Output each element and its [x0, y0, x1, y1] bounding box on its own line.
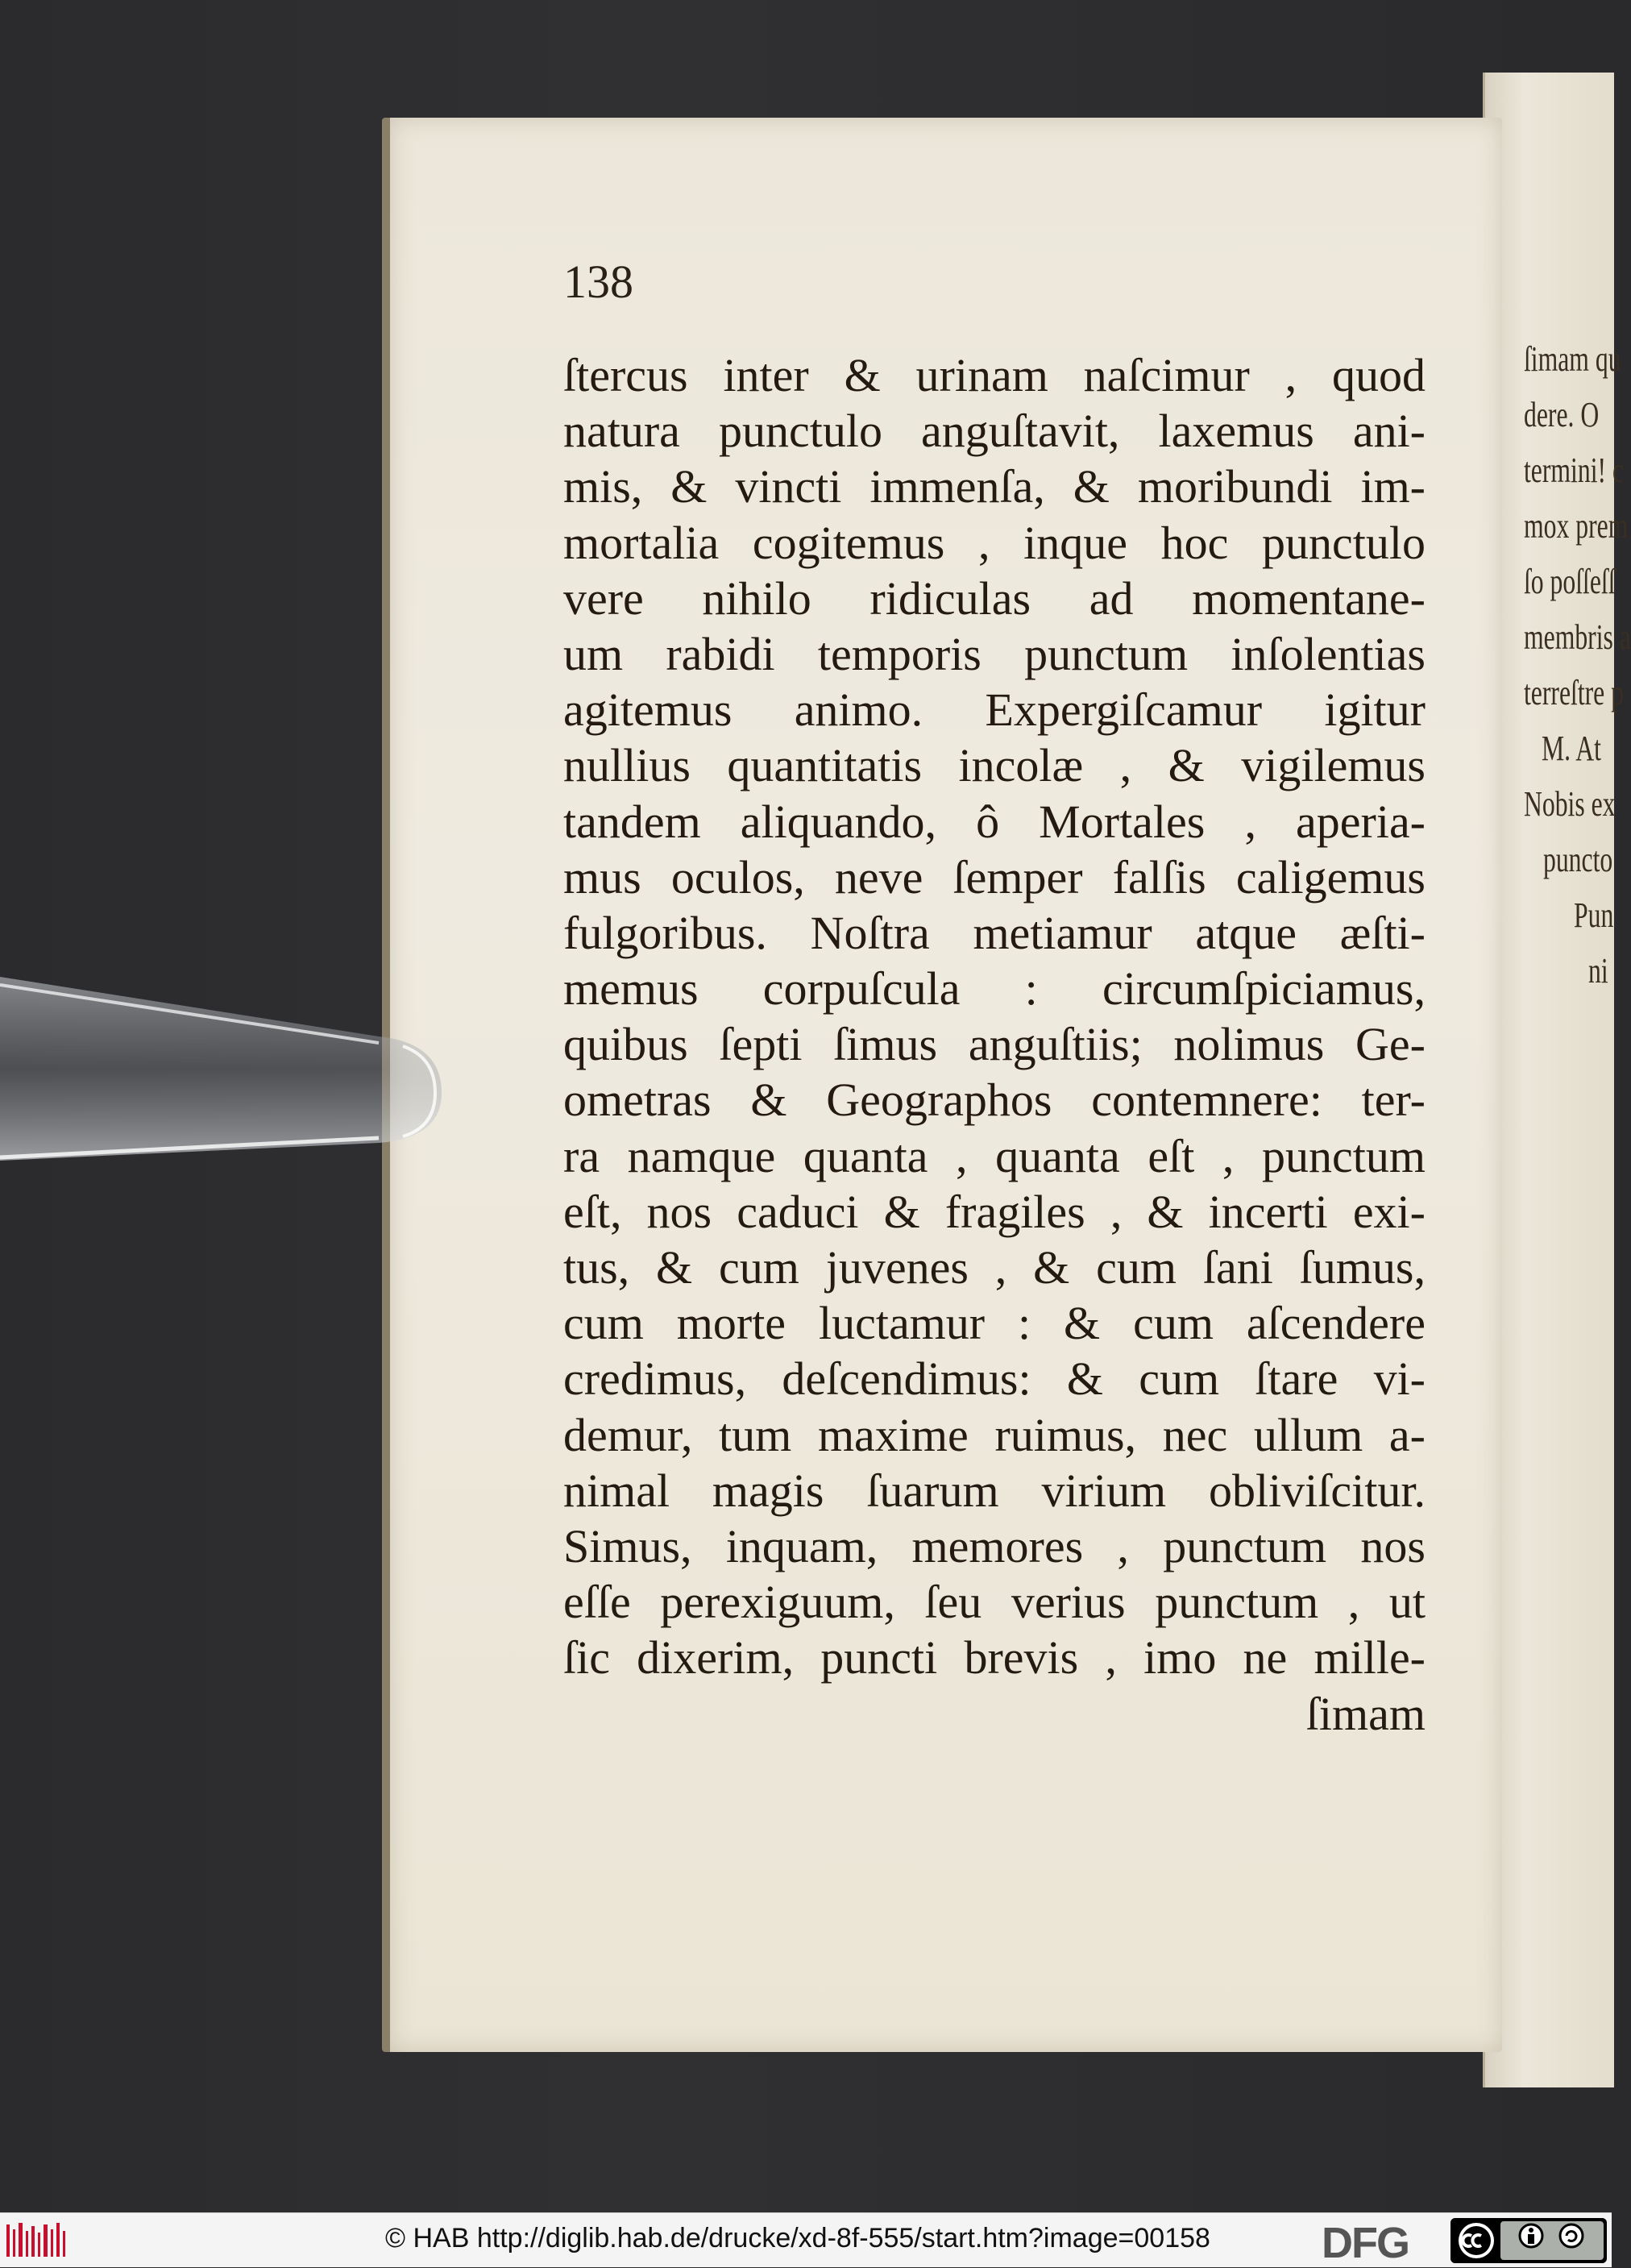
facing-page-line: termini! c — [1524, 451, 1625, 490]
facing-page-line: puncto — [1543, 840, 1613, 879]
text-line: cum morte luctamur : & cum aſcendere — [563, 1297, 1426, 1350]
text-line: nullius quantitatis incolæ , & vigilemus — [563, 739, 1426, 792]
facing-page — [1483, 73, 1631, 2087]
text-line: memus corpuſcula : circumſpiciamus, — [563, 962, 1426, 1016]
text-line: vere nihilo ridiculas ad momentane- — [563, 571, 1426, 625]
text-line: tus, & cum juvenes , & cum ſani ſumus, — [563, 1241, 1426, 1294]
text-line: demur, tum maxime ruimus, nec ullum a- — [563, 1408, 1426, 1461]
facing-page-line: dere. O — [1524, 395, 1600, 434]
cc-by-sa-license-icon[interactable] — [1450, 2218, 1607, 2263]
facing-page-line: membris a — [1524, 617, 1631, 657]
text-line: quibus ſepti ſimus anguſtiis; nolimus Ge- — [563, 1018, 1426, 1071]
facing-page-line: M. At — [1542, 729, 1601, 768]
text-line: natura punctulo anguſtavit, laxemus ani- — [563, 405, 1426, 458]
text-line: agitemus animo. Expergiſcamur igitur — [563, 683, 1426, 737]
text-line: ſtercus inter & urinam naſcimur , quod — [563, 349, 1426, 401]
page-text — [563, 347, 1426, 1742]
footer-bar — [0, 2212, 1612, 2267]
catchword: ſimam — [1305, 1687, 1426, 1740]
text-line: um rabidi temporis punctum inſolentias — [563, 627, 1426, 680]
text-line: eſſe perexiguum, ſeu verius punctum , ut — [563, 1576, 1426, 1629]
facing-page-line: mox prem — [1524, 506, 1629, 546]
facing-page-line: Pun — [1574, 895, 1614, 935]
text-line: mis, & vincti immenſa, & moribundi im- — [563, 460, 1426, 513]
text-line: nimal magis ſuarum virium obliviſcitur. — [563, 1464, 1426, 1517]
facing-page-line: ſimam qu — [1524, 339, 1621, 379]
page-holder-spatula-icon — [0, 977, 443, 1161]
facing-page-line: terreſtre p — [1524, 673, 1624, 712]
text-line: ometras & Geographos contemnere: ter- — [563, 1074, 1426, 1127]
facing-page-line: ſo poſſeſſ — [1524, 562, 1616, 601]
facing-page-line: ni — [1588, 951, 1608, 991]
page-number: 138 — [563, 255, 633, 308]
dfg-logo: DFG — [1322, 2219, 1409, 2267]
copyright-url[interactable]: © HAB http://diglib.hab.de/drucke/xd-8f-555/start.htm?image=00158 — [385, 2223, 1210, 2253]
text-line: tandem aliquando, ô Mortales , aperia- — [563, 795, 1426, 848]
text-line: ra namque quanta , quanta eſt , punctum — [563, 1129, 1426, 1182]
text-line: fulgoribus. Noſtra metiamur atque æſti- — [563, 906, 1426, 959]
book-page — [382, 118, 1502, 2052]
facing-page-line: Nobis ex — [1524, 784, 1616, 824]
text-line: mus oculos, neve ſemper falſis caligemus — [563, 850, 1426, 903]
text-line: credimus, deſcendimus: & cum ſtare vi- — [563, 1352, 1426, 1406]
hab-logo-icon — [6, 2221, 71, 2260]
text-line: Simus, inquam, memores , punctum nos — [563, 1519, 1426, 1572]
text-line: mortalia cogitemus , inque hoc punctulo — [563, 516, 1426, 569]
text-line: eſt, nos caduci & fragiles , & incerti exi- — [563, 1185, 1426, 1238]
text-line: ſic dixerim, puncti brevis , imo ne mille- — [563, 1631, 1426, 1684]
